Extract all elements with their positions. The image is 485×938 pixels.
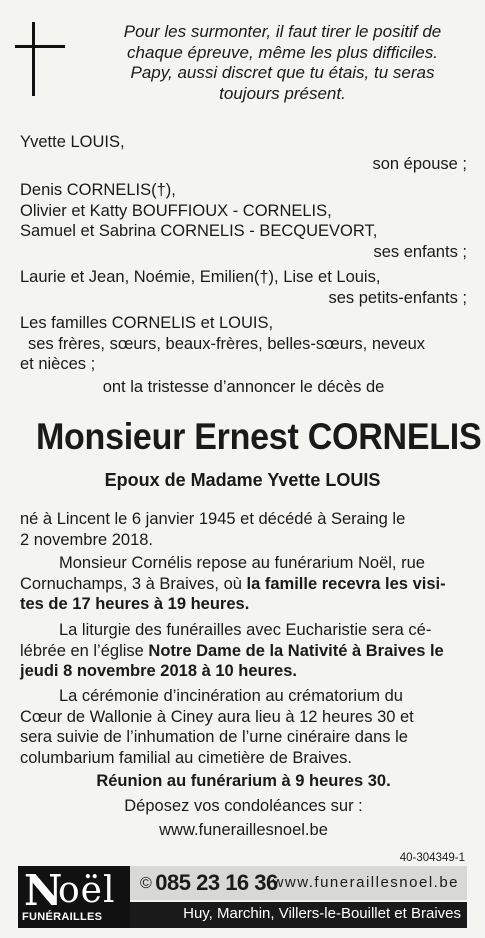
announcement: ont la tristesse d’annoncer le décès de [102,377,385,396]
birth-paragraph [20,509,467,550]
liturgy-line-3 [20,661,467,682]
quote-line: Papy, aussi discret que tu étais, tu seras [130,63,435,82]
towns-strip [130,902,467,928]
relatives-line: ses frères, sœurs, beaux-frères, belles-sœurs, neveux [28,334,426,353]
memorial-quote [95,22,470,104]
deceased-name: Monsieur Ernest CORNELIS [35,416,482,457]
family-list [20,132,467,397]
grandchildren-role: ses petits-enfants ; [328,288,467,307]
liturgy-paragraph [20,620,467,682]
crem-line-2: Cœur de Wallonie à Ciney aura lieu à 12 heures 30 et [20,707,414,726]
liturgy-line-1: La liturgie des funérailles avec Eucharistie sera cé- [59,621,432,639]
crem-line-1: La cérémonie d’incinération au crématorium du [59,687,403,705]
child-line: Samuel et Sabrina CORNELIS - BECQUEVORT, [20,222,378,240]
logo-word: oël [58,870,116,911]
visit-hours-1: la famille recevra les visi- [246,574,446,593]
spouse-name: Yvette LOUIS, [20,133,125,151]
cross-icon [15,22,65,96]
closing-block [20,771,467,841]
logo-subtitle: FUNÉRAILLES [22,911,103,923]
quote-line: chaque épreuve, même les plus difficiles. [127,42,438,62]
rest-line-2 [20,574,467,595]
rest-line-1: Monsieur Cornélis repose au funérarium Noël, rue [59,554,425,572]
rest-line-2a: Cornuchamps, 3 à Braives, où [20,574,247,593]
child-line: Denis CORNELIS(†), [20,181,176,199]
rest-paragraph [20,553,467,615]
child-line: Olivier et Katty BOUFFIOUX - CORNELIS, [20,201,332,220]
grandchildren-line: Laurie et Jean, Noémie, Emilien(†), Lise et Louis, [20,268,381,286]
relatives-line: et nièces ; [20,355,96,373]
rest-line-3 [20,594,467,615]
phone-text: 085 23 16 36 [155,870,278,895]
funeral-home-banner [18,866,467,928]
funeral-home-logo [18,866,130,928]
spouse-role: son épouse ; [372,154,467,173]
website-link[interactable]: www.funeraillesnoel.be [159,821,328,839]
quote-line: Pour les surmonter, il faut tirer le positif de [123,22,442,41]
crem-line-3: sera suivie de l’inhumation de l’urne cinéraire dans le [20,728,408,746]
reference-number: 40-304349-1 [399,852,465,864]
crem-line-4: columbarium familial au cimetière de Braives. [20,748,352,767]
liturgy-line-2a: lébrée en l’église [20,641,149,660]
children-role: ses enfants ; [373,242,467,261]
logo-initial: N [24,866,63,915]
deceased-spouse: Epoux de Madame Yvette LOUIS [104,470,381,490]
meeting-text: Réunion au funérarium à 9 heures 30. [96,772,391,790]
meeting-line [20,771,467,792]
birth-line-1: né à Lincent le 6 janvier 1945 et décédé à Seraing le [20,510,406,528]
liturgy-line-2 [20,641,467,662]
contact-strip [130,866,467,900]
birth-line-2: 2 novembre 2018. [20,530,154,549]
phone-icon: © [140,875,152,892]
visit-hours-2: tes de 17 heures à 19 heures. [20,595,250,613]
phone-number[interactable] [140,870,278,896]
banner-website-link[interactable]: www.funeraillesnoel.be [272,874,459,891]
church-name: Notre Dame de la Nativité à Braives le [148,641,444,660]
families-line: Les familles CORNELIS et LOUIS, [20,314,274,332]
liturgy-date: jeudi 8 novembre 2018 à 10 heures. [20,662,297,680]
cremation-paragraph [20,686,467,768]
quote-line: toujours présent. [219,83,346,103]
towns-list: Huy, Marchin, Villers-le-Bouillet et Braives [183,905,461,922]
condolences-line: Déposez vos condoléances sur : [124,796,363,815]
